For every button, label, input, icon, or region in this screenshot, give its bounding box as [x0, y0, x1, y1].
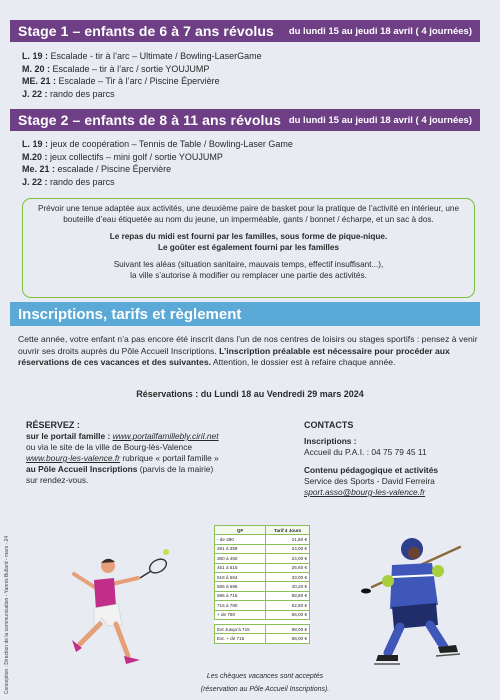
- equipment-text: Prévoir une tenue adaptée aux activités, une deuxième paire de basket pour la pratique de l’activité en intérieur, une bouteille d’eau étiquetée au nom du jeune, un imperméable, gants / bonnet / écharpe, et un sac à dos.: [37, 204, 460, 224]
- table-row: 516 à 564 33,00 €: [215, 572, 310, 581]
- reservez-block: RÉSERVEZ : sur le portail famille : www.portailfamillebly.ciril.net ou via le site de la ville de Bourg-lès-Valence www.bourg-les-valence.fr rubrique « portail famille » au Pôle Accueil Inscriptions (parvis de la mairie) sur rendez-vous.: [26, 420, 219, 485]
- contact-email-link[interactable]: sport.asso@bourg-les-valence.fr: [304, 487, 426, 497]
- stage2-day-1: L. 19 : jeux de coopération – Tennis de Table / Bowling-Laser Game: [22, 139, 293, 149]
- stage1-day-4: J. 22 : rando des parcs: [22, 88, 115, 99]
- table-row: 716 à 780 62,60 €: [215, 601, 310, 610]
- table-header-qf: QF: [215, 526, 266, 535]
- stage2-dates: du lundi 15 au jeudi 18 avril ( 4 journées): [288, 114, 472, 126]
- tennis-player-illustration: [50, 540, 180, 680]
- stage2-title: Stage 2 – enfants de 8 à 11 ans révolus: [18, 112, 282, 128]
- inscriptions-paragraph: Cette année, votre enfant n’a pas encore été inscrit dans l’un de nos centres de loisirs ou stages sportifs : pensez à venir ouvrir ses droits auprès du Pôle Accueil Inscriptions. L’inscription préalable est nécessaire pour procéder aux réservations de ces vacances et des suivantes. Attention, le dossier est à refaire chaque année.: [18, 334, 478, 367]
- credit-text: Conception : Direction de la communication - Yannis Bullard - mars - 24: [4, 535, 10, 695]
- stage1-dates: du lundi 15 au jeudi 18 avril ( 4 journées): [288, 25, 472, 37]
- contacts-heading: CONTACTS: [304, 420, 354, 430]
- table-row: Ext Jusqu’à 715 68,00 €: [215, 624, 310, 633]
- table-row: - de 280 21,60 €: [215, 535, 310, 544]
- stage1-title: Stage 1 – enfants de 6 à 7 ans révolus: [18, 23, 274, 39]
- stage1-header: [10, 20, 480, 42]
- stage2-day-3: Me. 21 : escalade / Piscine Épervière: [22, 164, 172, 174]
- table-row: 360 à 450 24,00 €: [215, 554, 310, 563]
- table-row: 451 à 515 26,60 €: [215, 563, 310, 572]
- tarif-table: [214, 525, 310, 644]
- table-row: Ext. + de 715 68,00 €: [215, 634, 310, 643]
- contacts-block: CONTACTS Inscriptions : Accueil du P.A.I. : 04 75 79 45 11 Contenu pédagogique et activités Service des Sports - David Ferreira sport.asso@bourg-les-valence.fr: [304, 420, 439, 497]
- table-row: 596 à 715 58,80 €: [215, 591, 310, 600]
- reservations-dates: Réservations : du Lundi 18 au Vendredi 29 mars 2024: [136, 389, 364, 399]
- cheques-note: Les chèques vacances sont acceptés: [206, 673, 324, 680]
- city-site-link[interactable]: www.bourg-les-valence.fr: [26, 453, 121, 463]
- stage2-header: [10, 109, 480, 131]
- cheques-note-detail: (réservation au Pôle Accueil Inscriptions).: [200, 686, 330, 693]
- inscriptions-heading: Inscriptions, tarifs et règlement: [10, 302, 480, 326]
- stage2-day-4: J. 22 : rando des parcs: [22, 176, 115, 187]
- stage2-day-2: M.20 : jeux collectifs – mini golf / sortie YOUJUMP: [22, 151, 223, 162]
- reservez-heading: RÉSERVEZ :: [26, 420, 80, 430]
- table-header-tarif: Tarif 4 Jours: [266, 526, 310, 535]
- table-row: 281 à 359 24,00 €: [215, 544, 310, 553]
- info-box: [22, 198, 475, 298]
- stage1-day-3: ME. 21 : Escalade – Tir à l’arc / Piscine Épervière: [22, 76, 220, 86]
- stage1-activities: [22, 50, 262, 100]
- table-row: + de 780 66,00 €: [215, 610, 310, 619]
- table-row: 565 à 595 40,20 €: [215, 582, 310, 591]
- conditions-text: Suivant les aléas (situation sanitaire, mauvais temps, effectif insuffisant...), la ville s’autorise à modifier ou remplacer une partie des activités.: [113, 260, 384, 280]
- meal-text: Le repas du midi est fourni par les familles, sous forme de pique-nique. Le goûter est également fourni par les familles: [109, 232, 388, 252]
- stage1-day-1: L. 19 : Escalade - tir à l’arc – Ultimate / Bowling-LaserGame: [22, 51, 262, 61]
- phone-number: Accueil du P.A.I. : 04 75 79 45 11: [304, 447, 427, 457]
- portail-famille-link[interactable]: www.portailfamillebly.ciril.net: [112, 431, 219, 441]
- stage2-activities: [22, 138, 293, 188]
- stage1-day-2: M. 20 : Escalade – tir à l’arc / sortie YOUJUMP: [22, 63, 210, 74]
- hockey-player-illustration: [352, 525, 477, 680]
